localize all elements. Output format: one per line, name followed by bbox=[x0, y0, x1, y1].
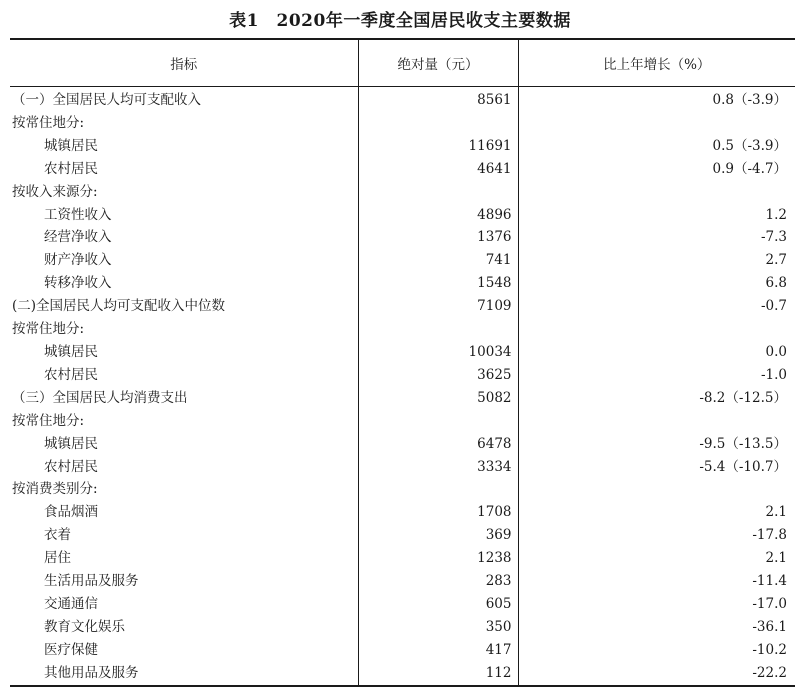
table-row bbox=[10, 570, 795, 593]
row-growth-value: -10.2 bbox=[752, 641, 787, 658]
row-absolute-value bbox=[358, 478, 518, 501]
row-growth-value: 0.5（-3.9） bbox=[712, 137, 787, 154]
row-growth-value: 0.0 bbox=[765, 343, 787, 360]
table-row bbox=[10, 478, 795, 501]
income-expenditure-table bbox=[10, 38, 795, 687]
table-row bbox=[10, 249, 795, 272]
row-absolute-value bbox=[358, 318, 518, 341]
row-growth-value: -8.2（-12.5） bbox=[699, 389, 787, 406]
row-absolute-value: 283 bbox=[358, 570, 518, 593]
row-absolute-value: 3625 bbox=[358, 364, 518, 387]
row-growth-value: -17.0 bbox=[752, 595, 787, 612]
row-label: 经营净收入 bbox=[10, 226, 358, 249]
row-label: (二)全国居民人均可支配收入中位数 bbox=[10, 295, 358, 318]
header-indicator: 指标 bbox=[10, 39, 358, 87]
table-row bbox=[10, 524, 795, 547]
header-absolute: 绝对量（元） bbox=[358, 39, 518, 87]
row-growth-value: -0.7 bbox=[760, 298, 787, 315]
row-growth-value: -9.5（-13.5） bbox=[699, 435, 787, 452]
row-label: （一）全国居民人均可支配收入 bbox=[10, 87, 358, 112]
table-row bbox=[10, 364, 795, 387]
row-label: 衣着 bbox=[10, 524, 358, 547]
row-label: 生活用品及服务 bbox=[10, 570, 358, 593]
table-row bbox=[10, 295, 795, 318]
row-growth-value: -1.0 bbox=[760, 366, 787, 383]
row-label: 按常住地分: bbox=[10, 410, 358, 433]
row-growth-value: 2.7 bbox=[765, 252, 787, 269]
table-row bbox=[10, 547, 795, 570]
table-row bbox=[10, 593, 795, 616]
row-growth-value: -5.4（-10.7） bbox=[699, 458, 787, 475]
table-row bbox=[10, 204, 795, 227]
row-label: 农村居民 bbox=[10, 364, 358, 387]
table-row bbox=[10, 181, 795, 204]
row-label: 按消费类别分: bbox=[10, 478, 358, 501]
table-row bbox=[10, 456, 795, 479]
row-growth-value: 2.1 bbox=[765, 550, 787, 567]
row-growth-value bbox=[518, 112, 795, 135]
row-absolute-value: 6478 bbox=[358, 433, 518, 456]
table-row bbox=[10, 272, 795, 295]
table-row bbox=[10, 112, 795, 135]
row-absolute-value: 8561 bbox=[358, 87, 518, 112]
row-absolute-value: 741 bbox=[358, 249, 518, 272]
row-absolute-value: 4896 bbox=[358, 204, 518, 227]
row-growth-value: 1.2 bbox=[765, 206, 787, 223]
row-label: 按常住地分: bbox=[10, 112, 358, 135]
row-growth-value bbox=[518, 410, 795, 433]
row-growth-value bbox=[518, 478, 795, 501]
table-row bbox=[10, 410, 795, 433]
row-label: 按常住地分: bbox=[10, 318, 358, 341]
table-row bbox=[10, 387, 795, 410]
row-label: 医疗保健 bbox=[10, 639, 358, 662]
table-row bbox=[10, 662, 795, 686]
row-label: 城镇居民 bbox=[10, 135, 358, 158]
header-growth: 比上年增长（%） bbox=[518, 39, 795, 87]
table-row bbox=[10, 158, 795, 181]
table-row bbox=[10, 135, 795, 158]
row-growth-value: -7.3 bbox=[760, 229, 787, 246]
row-label: 转移净收入 bbox=[10, 272, 358, 295]
row-absolute-value: 605 bbox=[358, 593, 518, 616]
row-growth-value: 6.8 bbox=[765, 275, 787, 292]
table-row bbox=[10, 87, 795, 112]
row-label: 居住 bbox=[10, 547, 358, 570]
row-label: 财产净收入 bbox=[10, 249, 358, 272]
row-label: 农村居民 bbox=[10, 158, 358, 181]
table-row bbox=[10, 318, 795, 341]
row-growth-value: -17.8 bbox=[752, 527, 787, 544]
row-growth-value bbox=[518, 181, 795, 204]
row-absolute-value bbox=[358, 181, 518, 204]
row-growth-value: 0.8（-3.9） bbox=[712, 92, 787, 108]
row-absolute-value: 350 bbox=[358, 616, 518, 639]
row-absolute-value: 3334 bbox=[358, 456, 518, 479]
row-absolute-value: 5082 bbox=[358, 387, 518, 410]
row-absolute-value: 1376 bbox=[358, 226, 518, 249]
row-absolute-value: 1708 bbox=[358, 501, 518, 524]
table-row bbox=[10, 433, 795, 456]
table-row bbox=[10, 639, 795, 662]
row-label: 教育文化娱乐 bbox=[10, 616, 358, 639]
row-absolute-value: 10034 bbox=[358, 341, 518, 364]
row-absolute-value: 369 bbox=[358, 524, 518, 547]
table-row bbox=[10, 616, 795, 639]
table-row bbox=[10, 226, 795, 249]
row-absolute-value: 417 bbox=[358, 639, 518, 662]
row-label: 工资性收入 bbox=[10, 204, 358, 227]
row-absolute-value: 1238 bbox=[358, 547, 518, 570]
row-absolute-value: 4641 bbox=[358, 158, 518, 181]
row-label: 农村居民 bbox=[10, 456, 358, 479]
row-growth-value: 2.1 bbox=[765, 504, 787, 521]
row-label: 城镇居民 bbox=[10, 433, 358, 456]
row-absolute-value: 7109 bbox=[358, 295, 518, 318]
row-label: 按收入来源分: bbox=[10, 181, 358, 204]
row-label: 其他用品及服务 bbox=[10, 662, 358, 686]
row-label: 食品烟酒 bbox=[10, 501, 358, 524]
row-growth-value: -22.2 bbox=[518, 662, 795, 686]
row-growth-value: 0.9（-4.7） bbox=[712, 160, 787, 177]
row-label: （三）全国居民人均消费支出 bbox=[10, 387, 358, 410]
row-absolute-value bbox=[358, 410, 518, 433]
row-absolute-value bbox=[358, 112, 518, 135]
header-row bbox=[10, 39, 795, 87]
table-row bbox=[10, 501, 795, 524]
row-absolute-value: 112 bbox=[358, 662, 518, 686]
table-row bbox=[10, 341, 795, 364]
table-title: 表1 2020年一季度全国居民收支主要数据 bbox=[229, 11, 571, 31]
row-growth-value: -11.4 bbox=[752, 573, 787, 590]
row-label: 城镇居民 bbox=[10, 341, 358, 364]
row-absolute-value: 11691 bbox=[358, 135, 518, 158]
row-growth-value: -36.1 bbox=[752, 618, 787, 635]
row-growth-value bbox=[518, 318, 795, 341]
row-label: 交通通信 bbox=[10, 593, 358, 616]
row-absolute-value: 1548 bbox=[358, 272, 518, 295]
